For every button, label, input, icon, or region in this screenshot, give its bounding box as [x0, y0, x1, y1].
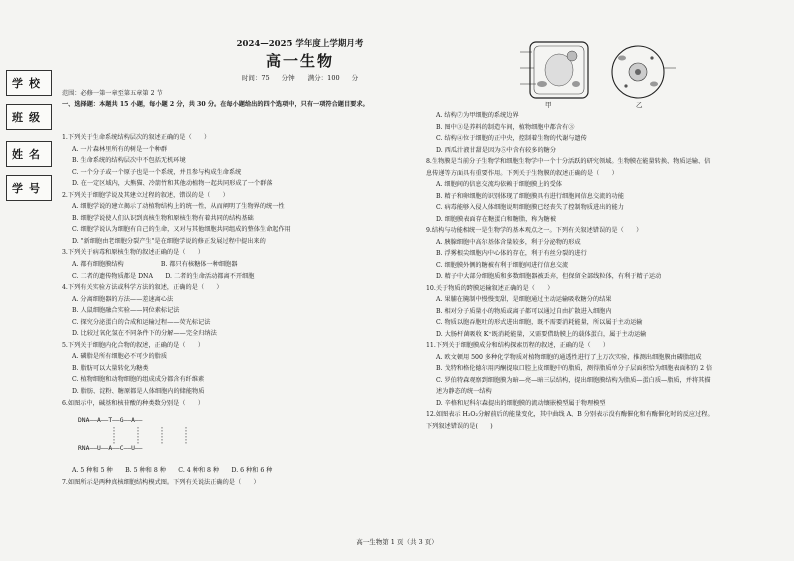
answer-option: C. 结构④位于细胞的正中央，控制着生物的代谢与遗传 [436, 135, 587, 142]
answer-option: C. 植物细胞和动物细胞的组成成分都含有纤维素 [72, 376, 205, 384]
answer-option: C. 探究分泌蛋白的合成和运输过程——荧光标记法 [72, 318, 211, 326]
dna-strand: DNA——A——T——G——A—— [78, 417, 143, 424]
scope-text: 范围：必修一第一章至第五章第 2 节 [62, 90, 163, 97]
question-stem: 8.生物膜是当前分子生物学和细胞生物学中一个十分活跃的研究领域。生物膜在能量转换、物质运输、信息传递等方面具有重要作用。下列关于生物膜的叙述正确的是（ ） [426, 158, 711, 177]
base-pairing-lines [78, 425, 218, 447]
time-score: 时间：75 分钟 满分：100 分 [241, 74, 359, 82]
answer-option: B. 生命系统的结构层次中不包括无机环境 [72, 157, 186, 165]
answer-option: C. 物质以胞吞胞吐的形式进出细胞，既不需要消耗能量，所以属于主动运输 [436, 319, 643, 326]
answer-option: C. 罗伯特森观察到细胞膜为暗—亮—暗三层结构，提出细胞膜结构为脂质—蛋白质—脂质，并将其描述为静态的统一结构 [436, 376, 711, 395]
question-stem: 12.如图表示 H₂O₂分解前后的能量变化，其中曲线 A、B 分别表示没有酶催化和有酶催化时的反应过程。下列叙述错误的是( ) [426, 411, 714, 430]
question-stem: 6.如图示中，碱基和核苷酸的种类数分别是（ ） [62, 399, 205, 407]
answer-option: D. 在一定区域内，大熊猫、冷箭竹和其他动植物一起共同形成了一个群落 [72, 180, 273, 188]
answer-option: A. 结构⑦为甲细胞的系统边界 [436, 112, 519, 119]
side-label-name: 姓名 [6, 141, 52, 167]
page-footer: 高一生物第 1 页（共 3 页） [356, 538, 438, 546]
answer-option: B. 戈特和格伦德尔用丙酮提取口腔上皮细胞中的脂质，测得脂质单分子层面积恰为细胞表面积的 2 倍 [436, 365, 713, 372]
left-column-tail [62, 465, 407, 488]
question-stem: 1.下列关于生命系统结构层次的叙述正确的是（ ） [62, 134, 211, 141]
question-stem: 3.下列关于病毒和原核生物的叙述正确的是（ ） [62, 249, 205, 257]
intro-block [62, 89, 402, 110]
answer-option: D. 辛格和尼科尔森提出的细胞膜的流动镶嵌模型属于物理模型 [436, 399, 606, 407]
answer-option: C. 细胞膜外侧的糖被有利于细胞间进行信息交流 [436, 261, 569, 269]
question-stem: 2.下列关于细胞学说及其建立过程的叙述，错误的是（ ） [62, 191, 229, 199]
question-stem: 4.下列有关实验方法或科学方法的叙述，正确的是（ ） [62, 284, 223, 292]
figure-label-b: 乙 [636, 101, 643, 109]
answer-option: A. 一片森林里所有的树是一个种群 [72, 145, 168, 153]
exam-year: 2024—2025 学年度上学期月考 [236, 39, 364, 49]
rna-strand: RNA——U——A——C——U—— [78, 445, 143, 452]
answer-option: A. 分离细胞器的方法——差速离心法 [72, 295, 174, 303]
answer-option: A. 细胞间的信息交流均依赖于细胞膜上的受体 [436, 181, 562, 188]
answer-option: A. 果脯在腌制中慢慢变甜，是细胞通过主动运输吸收糖分的结果 [436, 296, 612, 303]
answer-option: D. 大肠杆菌吸收 K⁺既消耗能量，又需要借助膜上的载体蛋白，属于主动运输 [436, 330, 647, 338]
answer-option: B. 浮雾根尖细胞内中心体的存在，利于有丝分裂的进行 [436, 250, 587, 257]
side-label-class: 班级 [6, 104, 52, 130]
question-stem: 11.下列关于细胞膜成分和结构探索历程的叙述，正确的是（ ） [426, 342, 610, 349]
answer-option: A. 磷脂是所有细胞必不可少的脂质 [72, 353, 168, 361]
answer-option: B. 细胞学说使人们认识到真核生物和原核生物有着共同的结构基础 [72, 214, 254, 222]
answer-option: A. 胰腺细胞中高尔基体含量较多，利于分泌物的形成 [436, 238, 581, 246]
answer-option: B. 人鼠细胞融合实验——同位素标记法 [72, 307, 180, 315]
right-column [426, 110, 716, 432]
answer-option: A. 5 种和 5 种 B. 5 种和 8 种 C. 4 种和 8 种 D. 6 种和 6 种 [72, 467, 273, 474]
question-stem: 9.结构与功能相统一是生物学的基本观点之一。下列有关叙述错误的是（ ） [426, 227, 643, 234]
answer-option: C. 细胞学说认为细胞有自己的生命，又对与其他细胞共同组成的整体生命起作用 [72, 226, 291, 234]
answer-option: D. 西瓜汁液甘甜是因为⑤中含有较多的糖分 [436, 146, 557, 154]
answer-option: D. 脂肪、淀粉、糖原都是人体细胞内的储能物质 [72, 388, 205, 396]
answer-option: D. "新细胞由老细胞分裂产生"是在细胞学说的修正发展过程中提出来的 [72, 237, 266, 245]
figure-label-a: 甲 [545, 101, 552, 109]
question-stem: 10.关于物质的跨膜运输叙述正确的是（ ） [426, 284, 554, 292]
side-label-id: 学号 [6, 175, 52, 201]
answer-option: C. 一个分子或一个原子也是一个系统，并且参与构成生命系统 [72, 168, 242, 176]
answer-option: C. 病毒能够入侵人体细胞说明细胞膜已经丧失了控制物质进出的能力 [436, 204, 624, 211]
answer-option: A. 细胞学说的建立揭示了动植物结构上的统一性，从而阐明了生物界的统一性 [72, 203, 285, 211]
left-column [62, 132, 407, 409]
side-label-school: 学校 [6, 70, 52, 96]
answer-option: C. 二者的遗传物质都是 DNA D. 二者的生命活动都离不开细胞 [72, 272, 255, 280]
answer-option: B. 图中③是养料的制造车间，植物细胞中都含有③ [436, 123, 575, 131]
answer-option: D. 细胞膜表面存在糖蛋白和糖脂，称为糖被 [436, 215, 557, 223]
answer-option: B. 相对分子质量小的物质或离子都可以通过自由扩散进入细胞内 [436, 307, 612, 315]
page-title: 高一生物 [265, 52, 334, 70]
answer-option: B. 精子和卵细胞的识别体现了细胞膜具有进行细胞间信息交流的功能 [436, 192, 624, 200]
answer-option: D. 精子中大部分细胞质和多数细胞器被丢弃，但保留全部线粒体，有利于精子运动 [436, 273, 662, 280]
question-stem: 5.下列关于细胞内化合物的叙述，正确的是（ ） [62, 341, 205, 349]
question-stem: 7.如图所示是两种真核细胞结构模式图。下列有关说法正确的是（ ） [62, 478, 260, 486]
answer-option: D. 比较过氧化氢在不同条件下的分解——完全归纳法 [72, 330, 217, 338]
answer-option: A. 都有细胞膜结构 B. 都只有核糖体一种细胞器 [72, 261, 238, 269]
answer-option: B. 脂肪可以大量转化为糖类 [72, 364, 149, 372]
section-instruction: 一、选择题：本题共 15 小题，每小题 2 分，共 30 分。在每小题给出的四个选项中，只有一项符合题目要求。 [62, 100, 369, 108]
answer-option: A. 欧文顿用 500 多种化学物质对植物细胞的通透性进行了上万次实验，推测出细胞膜由磷脂组成 [436, 353, 702, 361]
cell-structure-figure [520, 38, 680, 106]
